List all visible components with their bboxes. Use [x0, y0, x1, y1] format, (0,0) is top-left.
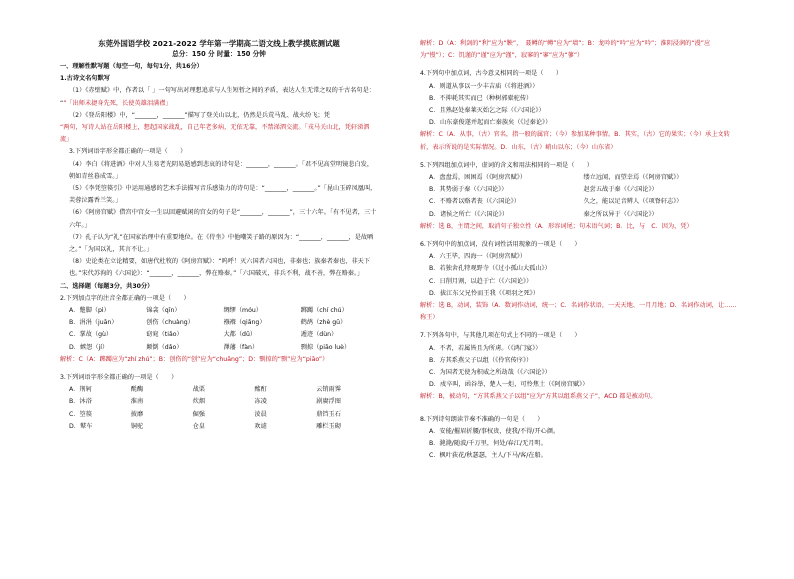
option-cell: 铜驼	[130, 422, 144, 430]
option-cell: 踯躅（chí chú）	[300, 307, 348, 315]
option-cell: 颠倒（dǎo）	[146, 343, 183, 351]
option-row	[60, 305, 378, 317]
option-cell: 炊烟	[192, 398, 205, 406]
option-cell: B．其势弱于秦（《六国论》）	[429, 186, 508, 194]
option-cell: D．鼙车	[69, 422, 93, 430]
option-cell: A．盘盘焉，困困焉（《阿房宫赋》）	[429, 174, 527, 182]
option-item: B．滟滟/随波/千万里，何处/春江/无月明。	[429, 440, 547, 448]
option-cell: 绸缪（móu）	[223, 307, 262, 315]
option-item: C．日削月割，以趋于亡（《六国论》）	[429, 277, 533, 285]
option-cell: 秦之所以异于（《六国论》）	[583, 210, 658, 218]
option-list	[420, 426, 738, 463]
option-item: A．不者，若属皆且为所虏。（《鸿门宴》）	[429, 344, 542, 352]
option-row	[60, 409, 378, 421]
question-6: （6）《阿房宫赋》借宫中宫女一生以回避赋闲的宫女的句子是“_______，_______”，三十六年。「有不见者，三十六年。」	[69, 209, 377, 229]
option-row	[60, 396, 378, 408]
question-2-1: 2.下列加点字的注音全都正确的一项是（ ）	[60, 294, 190, 302]
left-column	[60, 38, 378, 433]
option-cell: 久之，能以足音辨人（《项脊轩志》）	[583, 198, 683, 206]
option-item: D．山东豪俊遂并起而亡秦族矣（《过秦论》）	[429, 119, 552, 127]
question-2: （2）《登岳阳楼》中，“_______，_______”描写了登关山以北，仍然是兵荒马乱、战火纷飞；凭	[69, 111, 330, 119]
option-item: B．方其系燕父子以组（《伶官传序》）	[429, 356, 533, 364]
option-cell: 战栗	[192, 386, 205, 394]
option-row	[420, 172, 738, 184]
answer-2-1: 解析：C（A：踯躅应为“zhí zhú”；B：创伤的“创”应为“chuāng”；D：剽掠的“剽”应为“piāo”）	[60, 355, 329, 363]
exam-meta: 总分：150 分 时量：150 分钟	[172, 50, 266, 58]
option-cell: 云销雨霁	[316, 386, 341, 394]
question-5-choice: 5.下列四组加点词中，虚词的含义和用法相同的一项是（ ）	[420, 161, 593, 169]
question-4-choice: 4.下列句中加点词，古今意义相同的一项是（ ）	[420, 70, 563, 78]
option-list	[420, 172, 738, 221]
option-cell: D．诸侯之所亡（《六国论》）	[429, 210, 509, 218]
question-7: （7）孔子认为“礼”在国家治理中有重要地位。在《侍坐》中他嘲笑子路的原因为：“_______，_______，是故哂之。”「为国以礼，其言不让。」	[69, 233, 374, 254]
answer-q4: 解析：C（A．从事，（古）官名，指一般的属官；（今）参加某种事情。B．其实，（古）它的果实；（今）承上文转折，表示所说的是实际情况。D．山东，（古）峭山以东；（今）山东省）	[420, 131, 730, 151]
option-cell: A．蹩脚（pì）	[69, 307, 110, 315]
option-item: A．安能/摧眉折腰/事权贵，使我/不得/开心颜。	[429, 427, 560, 435]
option-cell: 缕立远闻，而望幸焉（《阿房宫赋》）	[583, 174, 683, 182]
option-item: B．若独舍孔特观野寺（《过小孤山大孤山》）	[429, 265, 551, 273]
option-cell: 襁褓（qiǎng）	[223, 319, 266, 327]
option-cell: 冻凌	[254, 398, 267, 406]
option-cell: 欢谑	[254, 422, 267, 430]
option-row	[420, 184, 738, 196]
option-cell: C．掌故（gù）	[69, 331, 113, 339]
option-row	[420, 196, 738, 208]
question-7-choice: 7.下列各句中，与其他几项在句式上不同的一项是（ ）	[420, 332, 581, 340]
answer-q3: 解析：D（A：利剑的“利”应为“鞅”， 聂鳟的“鳟”应为“墙”；B：龙吟的“吟”应为“吟”；淮阴浸润的“漫”应为“慢”）；C：饥谨的“谨”应为“馑”，寂寥的“寥”应为“蓼”）	[420, 40, 711, 60]
question-4: （4）李白《将进酒》中对人生易老光阴易逝感到悲哀的诗句是：_______，_______。「君不见高堂明镜悲白发，朝如青丝暮成雪。」	[69, 160, 374, 180]
option-cell: 倔强	[192, 410, 205, 418]
option-list	[60, 384, 378, 433]
option-cell: 酩酊	[254, 386, 267, 394]
option-row	[60, 342, 378, 354]
option-item: A．六王毕，四海一（《阿房宫赋》）	[429, 253, 527, 261]
option-cell: 仓皇	[192, 422, 205, 430]
option-cell: 雕栏玉砌	[316, 422, 341, 430]
option-cell: 赵尝五战于秦（《六国论》）	[583, 186, 658, 194]
option-cell: 澤藩（fàn）	[223, 343, 259, 351]
option-item: B．不抑耗其实而已（种树郭橐驼传）	[429, 94, 533, 102]
exam-title: 东莞外国语学校 2021-2022 学年第一学期高二语文线上教学摸底测试题	[98, 39, 340, 48]
option-cell: 酕醄	[130, 386, 144, 394]
option-cell: 窈窕（tiǎo）	[146, 331, 183, 339]
option-item: D．拔江东父兄怜而王我（《项羽之死》）	[429, 289, 539, 297]
option-cell: C．不赂者以赂者丧（《六国论》）	[429, 198, 520, 206]
option-item: D．戍卒叫，函谷举，楚人一炬，可怜焦土（《阿房宫赋》）	[429, 381, 589, 389]
option-cell: D．嫉怨（jí）	[69, 343, 109, 351]
option-cell: 淮南	[130, 398, 144, 406]
option-cell: B．涓涓（juān）	[69, 319, 118, 327]
answer-q5: 解析：选 B，主谓之间，取消句子独立性（A．形容词尾；句末语气词；B．比，与 C．因为，凭）	[420, 222, 693, 230]
option-cell: B．沐浴	[69, 398, 92, 406]
option-list	[420, 81, 738, 130]
question-3: 3.下列词语字形全都正确的一项是（ ）	[69, 148, 187, 156]
option-cell: 大都（dū）	[223, 331, 257, 339]
right-column	[420, 38, 738, 463]
section-heading: 一、理解性默写题（每空一句，每句1分，共16分）	[60, 63, 203, 70]
answer-q7: 解析：B，被动句，“方其系燕父子以组”应为“方其以组系燕父子”，ACD 都是被动句。	[420, 393, 657, 401]
option-cell: A．荆轲	[69, 386, 92, 394]
option-row	[60, 421, 378, 433]
option-cell: 创伤（chuàng）	[146, 319, 194, 327]
option-cell: 剽掠（piāo luè）	[300, 343, 351, 351]
option-item: A．则道从事以一少丰吉庙（《将进酒》）	[429, 82, 539, 90]
option-cell: 遁迹（dùn）	[300, 331, 338, 339]
option-list	[420, 251, 738, 300]
question-8: （8）史论类在立论精要，如唐代杜牧的《阿房宫赋》：“呜呼！灭六国者六国也，非秦也；族秦者秦也，非天下也。”宋代苏洵的《六国论》：“_______，_______，弊在赂秦。”「六国破灭，非兵不利，战不善，弊在赂秦。」	[69, 258, 371, 278]
option-cell: 鼎铛玉石	[316, 410, 341, 418]
question-8-choice: 8.下列诗句朗读节奏不准确的一句是（ ）	[420, 415, 544, 423]
option-item: C．为国者无使为积威之所劫哉（《六国论》）	[429, 369, 551, 377]
option-cell: 披靡	[130, 410, 144, 418]
option-row	[60, 329, 378, 341]
question-6-choice: 6.下列句中的加点词，没有词性活用现象的一项是（ ）	[420, 241, 581, 249]
question-5: （5）《李凭箜篌引》中运用通感的艺术手法描写音乐感染力的诗句是：“_______，_______。”「昆山玉碎凤凰叫，芙蓉泣露香兰笑。」	[69, 185, 377, 205]
option-row	[60, 384, 378, 396]
option-list	[60, 305, 378, 354]
sub-heading: 1.古诗文名句默写	[60, 75, 110, 83]
answer-line-1: “”「出师未捷身先死，长使英雄泪满襟」	[60, 99, 172, 107]
answer-2: “两句，写诗人站在岳阳楼上，想起国家战乱，自己年老多病，无依无靠，不禁涕泗交流。「戎马关山北，凭轩涕泗流」	[60, 124, 370, 144]
option-cell: 锦衾（qīn）	[146, 307, 181, 315]
option-row	[60, 317, 378, 329]
option-row	[420, 209, 738, 221]
option-cell: 剧赓浮图	[316, 398, 341, 406]
option-item: C．且熟赵处秦莱灭始乞之际（《六国论》）	[429, 107, 545, 115]
question-1: （1）《赤壁赋》中，作者以「 」一句写出对理想追求与人生短暂之间的矛盾，表达人生无常之叹的千古名句是：	[69, 87, 375, 95]
question-3-choice: 3.下列词语字形全都正确的一项是（ ）	[60, 374, 178, 382]
section-heading: 二、选择题（每题3分，共30分）	[60, 282, 154, 290]
option-list	[420, 343, 738, 392]
option-cell: 鹤鸪（zhè gū）	[300, 319, 347, 327]
answer-q6: 解析：选 B，动词，装饰（A．数词作动词，统一；C．名词作状语，一天天地、一月月地；D．名词作动词，让……称王）	[420, 302, 737, 322]
option-item: C．枫叶荻花/秋瑟瑟，主人/下马/客/在船。	[429, 452, 547, 460]
option-cell: C．箜篌	[69, 410, 92, 418]
option-cell: 淩晨	[254, 410, 267, 418]
